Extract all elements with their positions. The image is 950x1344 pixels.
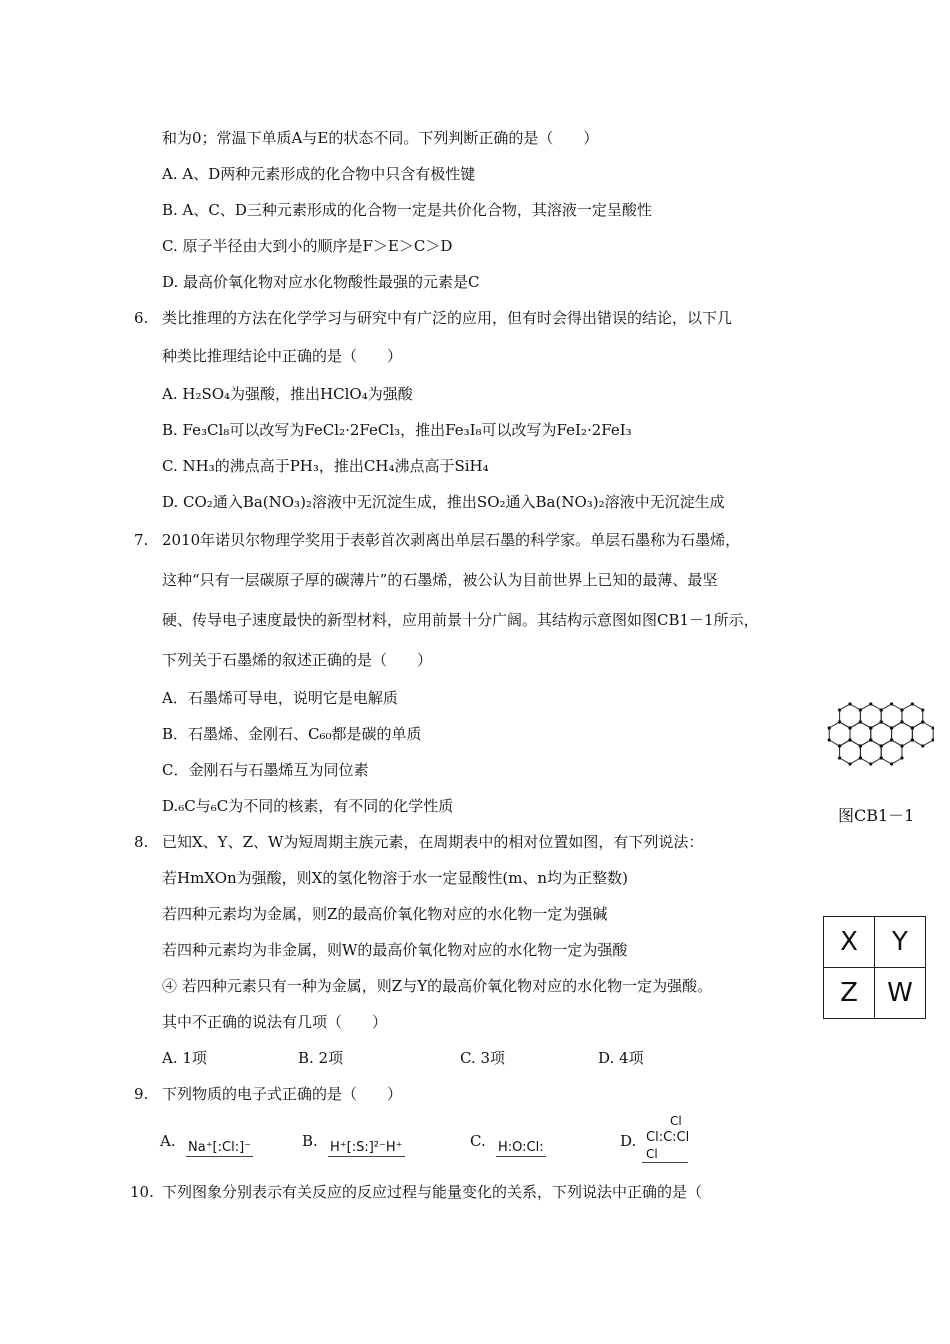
- q7-stem-line4: 下列关于石墨烯的叙述正确的是（ ）: [162, 651, 433, 669]
- q8-option-b: B. 2项: [298, 1049, 344, 1067]
- q8-option-a: A. 1项: [162, 1049, 207, 1067]
- q8-option-c: C. 3项: [460, 1049, 506, 1067]
- q8-statement-4: ④ 若四种元素只有一种为金属，则Z与Y的最高价氧化物对应的水化物一定为强酸。: [162, 977, 713, 995]
- q6-stem-line1: 类比推理的方法在化学学习与研究中有广泛的应用，但有时会得出错误的结论，以下几: [162, 309, 733, 327]
- q9-option-b-label: B.: [302, 1132, 318, 1150]
- electron-formula-d: Cl:C:Cl: [646, 1130, 690, 1145]
- q9-option-c: [470, 1132, 580, 1168]
- q5-stem: 和为0；常温下单质A与E的状态不同。下列判断正确的是（ ）: [162, 129, 599, 147]
- q7-stem-line2: 这种“只有一层碳原子厚的碳薄片”的石墨烯，被公认为目前世界上已知的最薄、最坚: [162, 571, 718, 589]
- q6-option-c: C. NH₃的沸点高于PH₃，推出CH₄沸点高于SiH₄: [162, 457, 489, 475]
- q9-option-a: [160, 1132, 270, 1168]
- q8-number: 8.: [134, 833, 149, 851]
- q6-option-d: D. CO₂通入Ba(NO₃)₂溶液中无沉淀生成，推出SO₂通入Ba(NO₃)₂溶液中无沉淀生成: [162, 493, 725, 511]
- q9-stem: 下列物质的电子式正确的是（ ）: [162, 1085, 403, 1103]
- periodic-position-table: [823, 916, 926, 1019]
- q9-option-b: [302, 1132, 442, 1168]
- q7-option-b: B．石墨烯、金刚石、C₆₀都是碳的单质: [162, 725, 422, 743]
- electron-formula-c: H:O:Cl:: [498, 1140, 544, 1155]
- q6-stem-line2: 种类比推理结论中正确的是（ ）: [162, 347, 403, 365]
- q8-option-d: D. 4项: [598, 1049, 644, 1067]
- cell-z: Z: [824, 968, 875, 1019]
- q8-ask: 其中不正确的说法有几项（ ）: [162, 1013, 388, 1031]
- cell-w: W: [875, 968, 926, 1019]
- q7-number: 7.: [134, 531, 149, 549]
- q9-option-c-label: C.: [470, 1132, 486, 1150]
- q10-stem: 下列图象分别表示有关反应的反应过程与能量变化的关系，下列说法中正确的是（: [162, 1183, 703, 1201]
- q5-option-a: A. A、D两种元素形成的化合物中只含有极性键: [162, 165, 476, 183]
- q7-stem-line1: 2010年诺贝尔物理学奖用于表彰首次剥离出单层石墨的科学家。单层石墨称为石墨烯，: [162, 531, 741, 549]
- q5-option-c: C. 原子半径由大到小的顺序是F＞E＞C＞D: [162, 237, 453, 255]
- q9-number: 9.: [134, 1085, 149, 1103]
- q8-stem: 已知X、Y、Z、W为短周期主族元素，在周期表中的相对位置如图，有下列说法：: [162, 833, 704, 851]
- electron-formula-d-bottom: Cl: [642, 1147, 688, 1163]
- q6-option-a: A. H₂SO₄为强酸，推出HClO₄为强酸: [162, 385, 413, 403]
- electron-formula-b: H⁺[:S:]²⁻H⁺: [330, 1140, 403, 1155]
- q7-option-d: D.₆C与₆C为不同的核素，有不同的化学性质: [162, 797, 454, 815]
- q8-statement-2: 若四种元素均为金属，则Z的最高价氧化物对应的水化物一定为强碱: [162, 905, 608, 923]
- q10-number: 10.: [130, 1183, 154, 1201]
- q5-option-b: B. A、C、D三种元素形成的化合物一定是共价化合物，其溶液一定呈酸性: [162, 201, 652, 219]
- electron-formula-a: Na⁺[:Cl:]⁻: [188, 1140, 252, 1155]
- q6-option-b: B. Fe₃Cl₈可以改写为FeCl₂·2FeCl₃，推出Fe₃I₈可以改写为FeI₂·2FeI₃: [162, 421, 632, 439]
- q9-option-d-label: D.: [620, 1132, 637, 1150]
- q8-statement-3: 若四种元素均为非金属，则W的最高价氧化物对应的水化物一定为强酸: [162, 941, 628, 959]
- electron-formula-d-top: Cl: [670, 1114, 682, 1128]
- q9-option-d: [620, 1114, 740, 1170]
- graphene-structure-figure: [822, 700, 934, 784]
- q7-option-c: C．金刚石与石墨烯互为同位素: [162, 761, 369, 779]
- figure-label: 图CB1－1: [838, 806, 915, 825]
- q5-option-d: D. 最高价氧化物对应水化物酸性最强的元素是C: [162, 273, 480, 291]
- q8-statement-1: 若HmXOn为强酸，则X的氢化物溶于水一定显酸性(m、n均为正整数): [162, 869, 628, 887]
- cell-y: Y: [875, 917, 926, 968]
- q6-number: 6.: [134, 309, 149, 327]
- cell-x: X: [824, 917, 875, 968]
- q9-option-a-label: A.: [160, 1132, 176, 1150]
- q7-stem-line3: 硬、传导电子速度最快的新型材料，应用前景十分广阔。其结构示意图如图CB1－1所示，: [162, 611, 759, 629]
- q7-option-a: A．石墨烯可导电，说明它是电解质: [162, 689, 398, 707]
